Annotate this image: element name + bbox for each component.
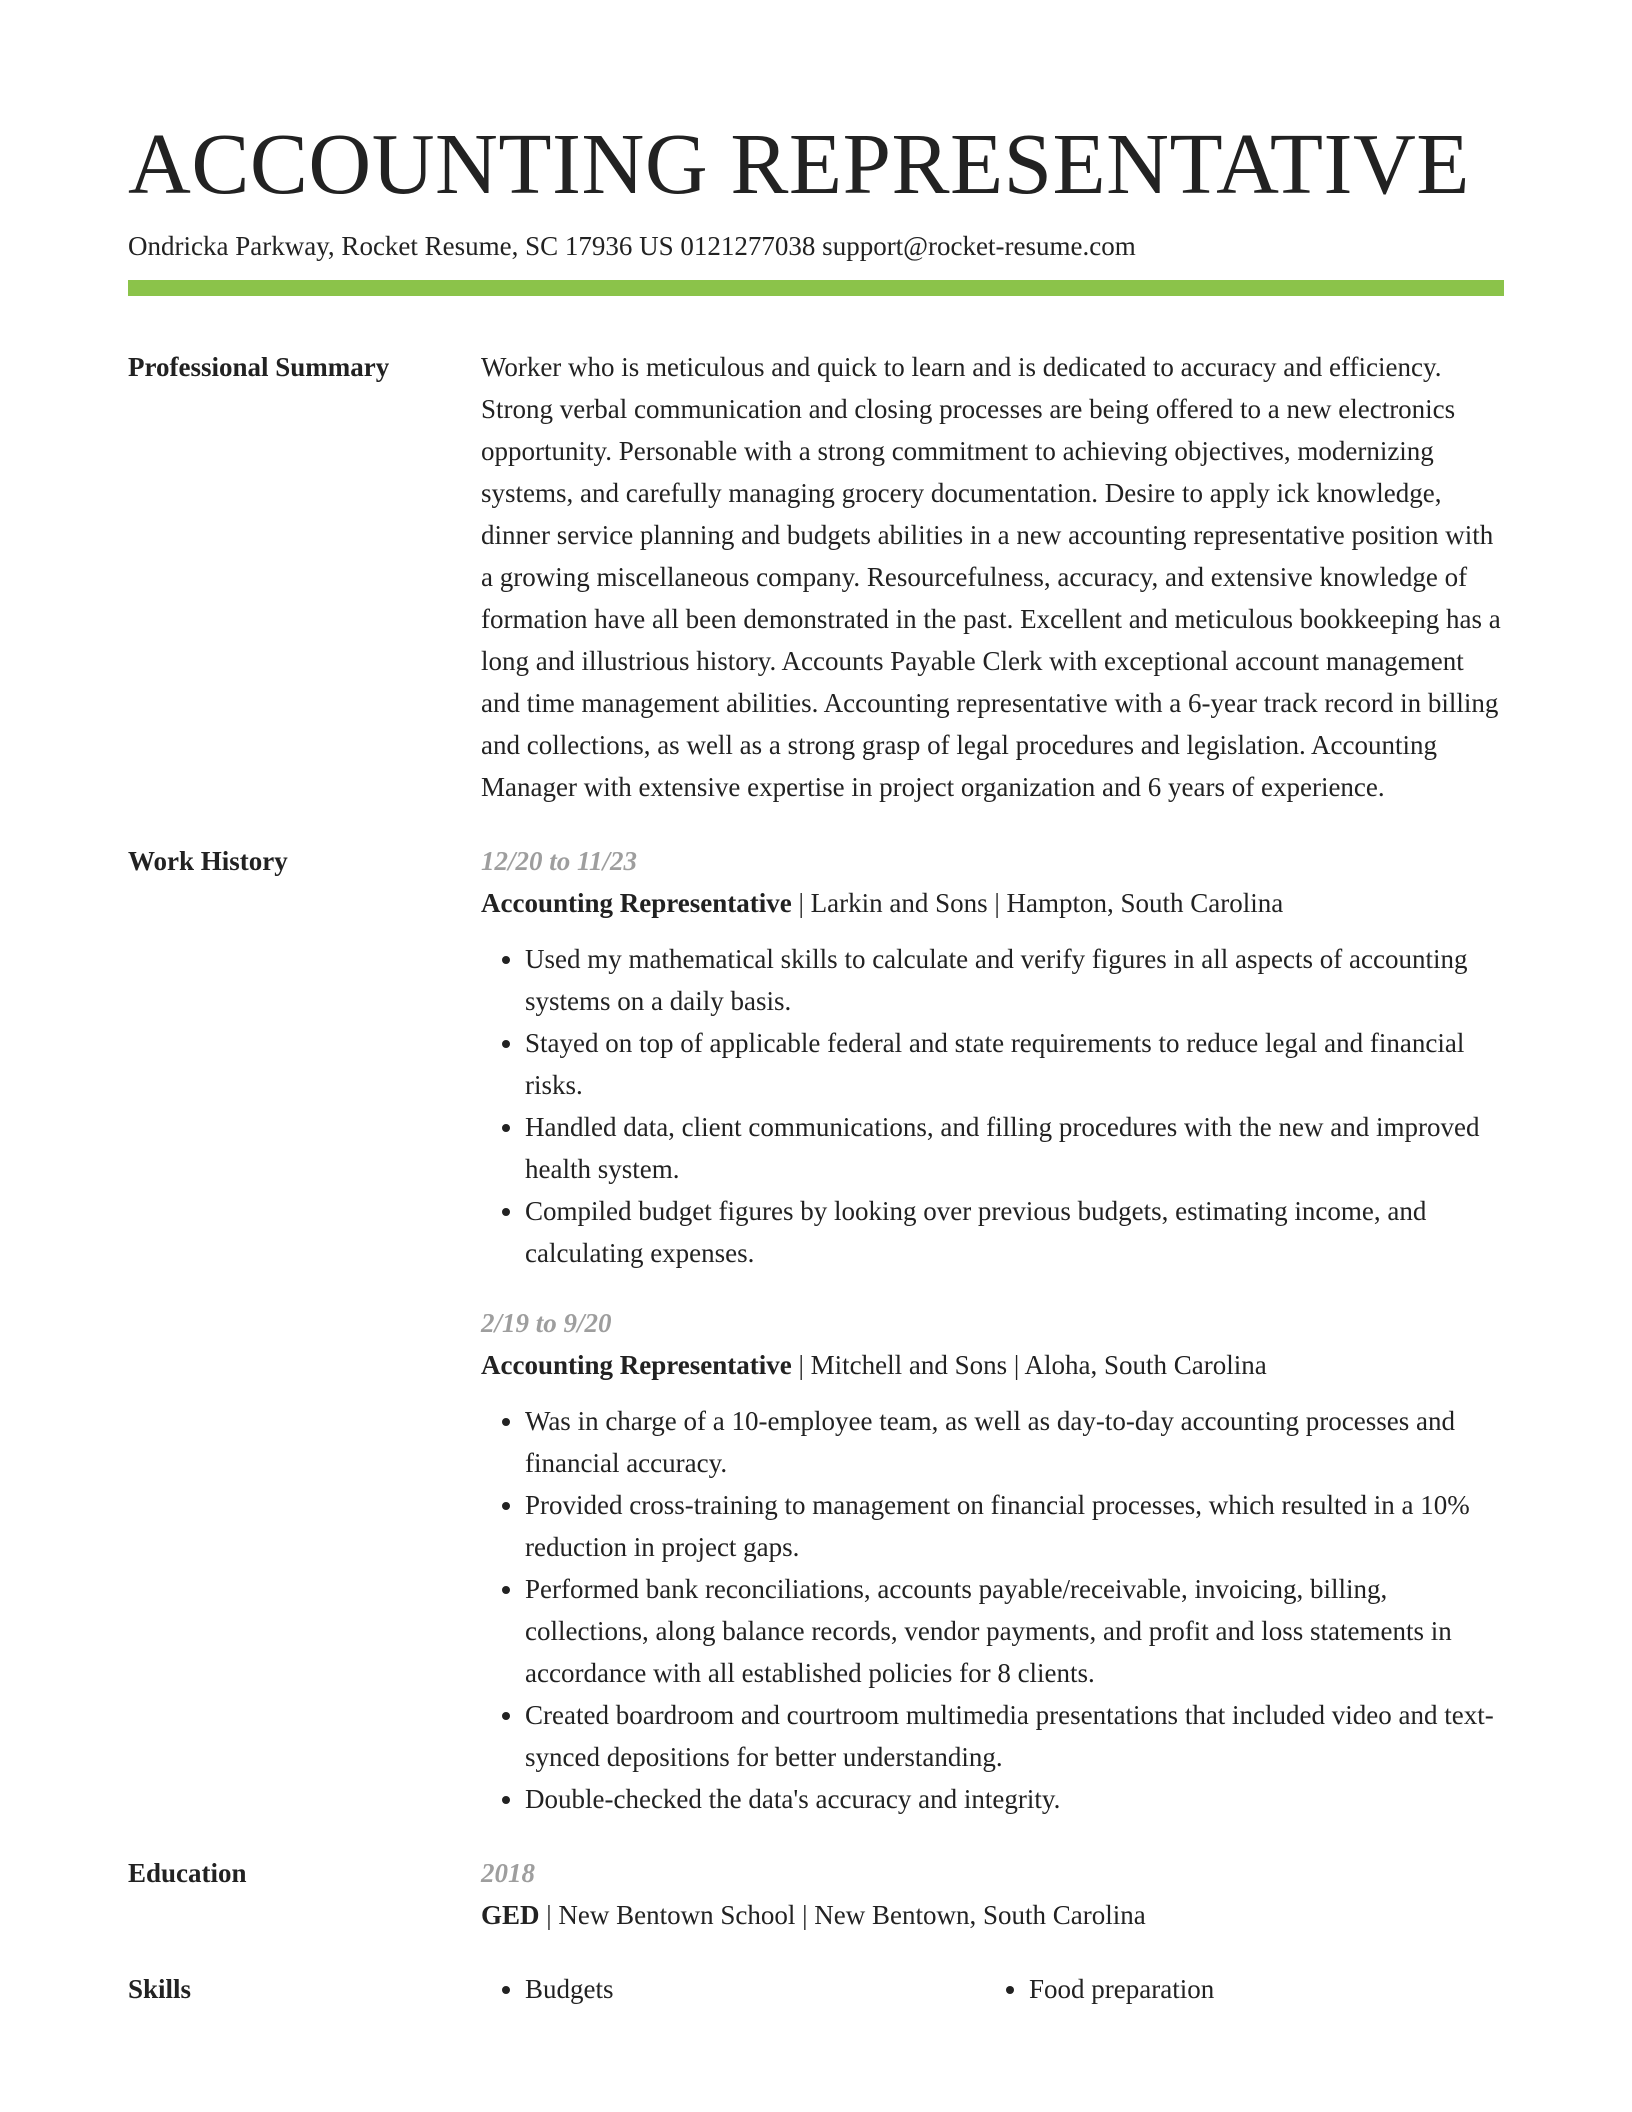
- skill-item: • Budgets: [525, 1968, 985, 2010]
- summary-text: Worker who is meticulous and quick to learn and is dedicated to accuracy and efficiency. Strong verbal communication and closing processes are being offered to a new electronics opportunity. Personable with a strong commitment to achieving objectives, modernizing systems, and carefully managing grocery documentation. Desire to apply ick knowledge, dinner service planning and budgets abilities in a new accounting representative position with a growing miscellaneous company. Resourcefulness, accuracy, and extensive knowledge of formation have all been demonstrated in the past. Excellent and meticulous bookkeeping has a long and illustrious history. Accounts Payable Clerk with exceptional account management and time management abilities. Accounting representative with a 6-year track record in billing and collections, as well as a strong grasp of legal procedures and legislation. Accounting Manager with extensive expertise in project organization and 6 years of experience.: [481, 352, 1501, 803]
- job-entry: [481, 840, 1504, 1274]
- job-bullet: • Used my mathematical skills to calculate and verify figures in all aspects of accounting systems on a daily basis.: [525, 938, 1504, 1022]
- job-bullet: • Compiled budget figures by looking over previous budgets, estimating income, and calculating expenses.: [525, 1190, 1504, 1274]
- education-dates: 2018: [481, 1858, 535, 1889]
- education-section: [128, 1852, 1504, 1936]
- skills-heading: Skills: [128, 1974, 192, 2005]
- summary-section: [128, 346, 1504, 808]
- job-dates: 12/20 to 11/23: [481, 846, 638, 877]
- education-body: [481, 1852, 1504, 1936]
- job-bullet: • Double-checked the data's accuracy and integrity.: [525, 1778, 1504, 1820]
- work-history-body: [481, 840, 1504, 1820]
- skill-item: • Food preparation: [1029, 1968, 1489, 2010]
- job-dates: 2/19 to 9/20: [481, 1308, 612, 1339]
- summary-heading: Professional Summary: [128, 352, 390, 383]
- job-bullet: • Handled data, client communications, and filling procedures with the new and improved health system.: [525, 1106, 1504, 1190]
- job-bullets: [481, 938, 1504, 1274]
- work-history-section: [128, 840, 1504, 1820]
- education-degree: GED: [481, 1900, 540, 1931]
- skills-list-right: [985, 1968, 1489, 2010]
- job-bullet: • Was in charge of a 10-employee team, as well as day-to-day accounting processes and financial accuracy.: [525, 1400, 1504, 1484]
- job-entry: [481, 1302, 1504, 1820]
- skills-grid: [481, 1968, 1504, 2010]
- education-school: | New Bentown School | New Bentown, South Carolina: [539, 1900, 1146, 1931]
- resume-title: ACCOUNTING REPRESENTATIVE: [128, 115, 1470, 212]
- job-bullet: • Provided cross-training to management on financial processes, which resulted in a 10% reduction in project gaps.: [525, 1484, 1504, 1568]
- summary-body: [481, 346, 1504, 808]
- job-employer: | Mitchell and Sons | Aloha, South Carolina: [791, 1350, 1267, 1381]
- job-role: Accounting Representative: [481, 1350, 792, 1381]
- job-employer: | Larkin and Sons | Hampton, South Carolina: [791, 888, 1284, 919]
- job-role: Accounting Representative: [481, 888, 792, 919]
- education-heading: Education: [128, 1858, 247, 1889]
- skills-body: [481, 1968, 1504, 2010]
- contact-line: Ondricka Parkway, Rocket Resume, SC 17936 US 0121277038 support@rocket-resume.com: [128, 231, 1136, 261]
- education-line: [481, 1894, 1504, 1936]
- skills-list-left: [481, 1968, 985, 2010]
- job-bullet: • Created boardroom and courtroom multimedia presentations that included video and text-synced depositions for better understanding.: [525, 1694, 1504, 1778]
- job-title-line: [481, 882, 1504, 924]
- job-bullets: [481, 1400, 1504, 1820]
- work-history-heading: Work History: [128, 846, 288, 877]
- skills-section: [128, 1968, 1504, 2010]
- job-bullet: • Performed bank reconciliations, accounts payable/receivable, invoicing, billing, collections, along balance records, vendor payments, and profit and loss statements in accordance with all established policies for 8 clients.: [525, 1568, 1504, 1694]
- job-bullet: • Stayed on top of applicable federal and state requirements to reduce legal and financial risks.: [525, 1022, 1504, 1106]
- header-divider: [128, 280, 1504, 296]
- job-title-line: [481, 1344, 1504, 1386]
